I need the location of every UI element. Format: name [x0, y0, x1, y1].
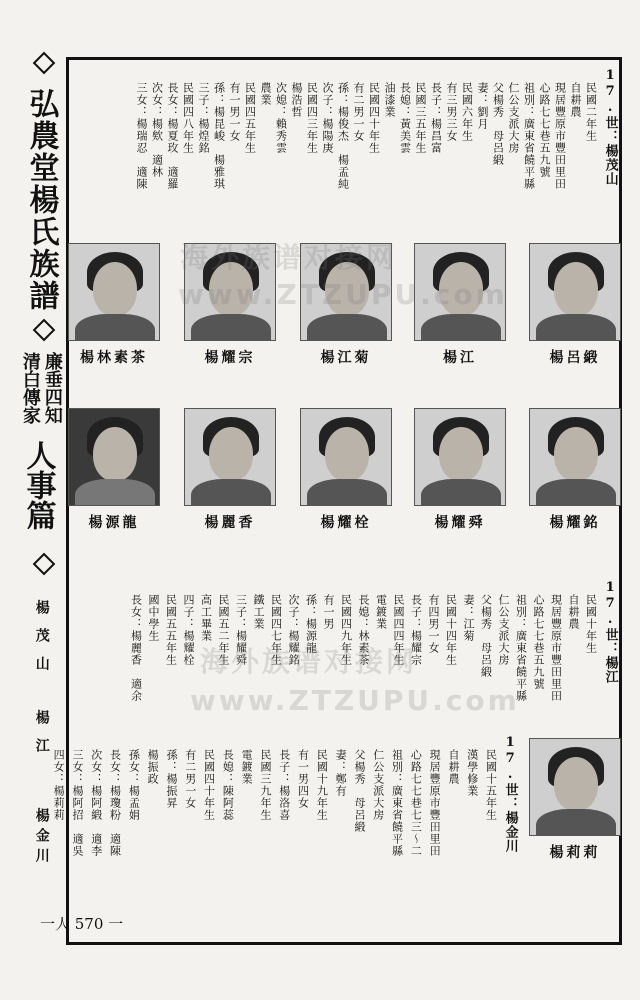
portrait-body — [536, 314, 616, 341]
entry-line: 三子：楊耀舜 — [234, 594, 248, 666]
index-name-3: 楊金川 — [33, 808, 50, 868]
portrait-photo — [529, 243, 621, 341]
entry-line: 國中學生 — [147, 594, 161, 642]
watermark-text: 海外族谱对接网 — [180, 241, 398, 274]
entry-line: 心路七七巷五九號 — [532, 594, 546, 690]
entry-line: 次子：楊陽庚 — [321, 82, 335, 154]
entry-line: 民國十四年生 — [444, 594, 458, 666]
entry-line: 民國四五年生 — [243, 82, 257, 154]
entry-line: 孫：楊振昇 — [164, 749, 178, 809]
portrait-photo — [184, 408, 276, 506]
entry-line: 長媳：黃美雲 — [398, 82, 412, 154]
entry-line: 有二男一女 — [183, 749, 197, 809]
entry-line: 漢學修業 — [465, 749, 479, 797]
entry-line: 孫：楊俊杰 楊孟純 — [336, 82, 350, 190]
entry-line: 民國十年生 — [584, 594, 598, 654]
entry-line: 民國二年生 — [584, 82, 598, 142]
portrait-head — [325, 427, 369, 481]
portrait-caption: 楊源龍 — [88, 515, 140, 531]
portrait-caption: 楊莉莉 — [549, 845, 601, 861]
entry-line: 心路七七巷五九號 — [538, 82, 552, 178]
entry-line: 民國六年生 — [460, 82, 474, 142]
portrait-photo — [529, 738, 621, 836]
portrait-photo — [414, 408, 506, 506]
entry-line: 祖別：廣東省饒平縣 — [390, 749, 404, 857]
entry-line: 孫女：楊孟娟 — [127, 749, 141, 821]
entry-line: 妻：江菊 — [462, 594, 476, 642]
portrait-caption: 楊林素茶 — [80, 350, 148, 366]
portrait-head — [439, 427, 483, 481]
portrait-caption: 楊麗香 — [204, 515, 256, 531]
section-title: 人事篇 — [20, 440, 56, 530]
entry-line: 有一男 — [322, 594, 336, 630]
entry-line: 長媳：林素茶 — [357, 594, 371, 666]
entry-line: 仁公支派大房 — [497, 594, 511, 666]
entry-line: 民國五二年生 — [217, 594, 231, 666]
ornament-diamond — [33, 319, 56, 342]
portrait-head — [93, 427, 137, 481]
entry-line: 電鍍業 — [374, 594, 388, 630]
entry-line: 民國五五年生 — [164, 594, 178, 666]
portrait-caption: 楊耀銘 — [549, 515, 601, 531]
portrait-body — [75, 314, 155, 341]
portrait-caption: 楊耀栓 — [320, 515, 372, 531]
entry-line: 長子：楊昌富 — [429, 82, 443, 154]
entry-line: 孫：楊昆峻 楊雅琪 — [212, 82, 226, 190]
portrait-caption: 楊呂緞 — [549, 350, 601, 366]
watermark-text: 海外族谱对接网 — [200, 645, 418, 678]
entry-line: 四子：楊耀栓 — [182, 594, 196, 666]
entry-line: 民國四十年生 — [367, 82, 381, 154]
entry-line: 次媳：賴秀雲 — [274, 82, 288, 154]
portrait-body — [191, 479, 271, 506]
page-number: 一人 570 一 — [40, 915, 124, 933]
entry-line: 現居豐原市豐田里田 — [553, 82, 567, 190]
entry-line: 油漆業 — [383, 82, 397, 118]
index-name-1: 楊茂山 — [33, 600, 50, 684]
entry-line: 長女：楊夏玫 適羅 — [166, 82, 180, 190]
entry-line: 有三男三女 — [445, 82, 459, 142]
entry-line: 長女：楊麗香 適余 — [129, 594, 143, 702]
entry-line: 心路七七巷七三～二 — [409, 749, 423, 857]
entry-line: 民國十九年生 — [315, 749, 329, 821]
portrait-head — [554, 757, 598, 811]
entry-line: 民國四三年生 — [305, 82, 319, 154]
entry-line: 楊振政 — [146, 749, 160, 785]
watermark-url: www.ZTZUPU.com — [190, 684, 520, 717]
portrait-photo — [68, 408, 160, 506]
entry-line: 民國十五年生 — [484, 749, 498, 821]
ornament-diamond — [33, 52, 56, 75]
index-name-2: 楊江 — [33, 710, 50, 766]
entry-line: 現居豐原市豐田里田 — [549, 594, 563, 702]
portrait-photo — [529, 408, 621, 506]
portrait-body — [536, 809, 616, 836]
entry-line: 自耕農 — [446, 749, 460, 785]
entry-line: 民國四七年生 — [269, 594, 283, 666]
entry-line: 鐵工業 — [252, 594, 266, 630]
generation-heading: 17.世：楊江 — [602, 580, 618, 684]
motto-b: 清白傳家 — [19, 352, 41, 424]
entry-line: 農業 — [259, 82, 273, 106]
portrait-body — [307, 314, 387, 341]
generation-heading: 17.世：楊茂山 — [602, 68, 618, 186]
portrait-photo — [300, 408, 392, 506]
entry-line: 父楊秀 母呂緞 — [479, 594, 493, 678]
entry-line: 長媳：陳阿蕊 — [221, 749, 235, 821]
entry-line: 次女：楊欸 適林 — [150, 82, 164, 178]
entry-line: 有一男四女 — [296, 749, 310, 809]
portrait-caption: 楊耀宗 — [204, 350, 256, 366]
entry-line: 三女：楊阿招 適吳 — [70, 749, 84, 857]
entry-line: 長女：楊瓊粉 適陳 — [108, 749, 122, 857]
portrait-caption: 楊江菊 — [320, 350, 372, 366]
portrait-body — [75, 479, 155, 506]
watermark-url: www.ZTZUPU.com — [178, 278, 508, 311]
entry-line: 楊浩哲 — [290, 82, 304, 118]
entry-line: 妻：鄭有 — [334, 749, 348, 797]
portrait-head — [554, 262, 598, 316]
entry-line: 孫：楊源龍 — [304, 594, 318, 654]
entry-line: 自耕農 — [567, 594, 581, 630]
portrait-body — [421, 314, 501, 341]
entry-line: 父楊秀 母呂緞 — [352, 749, 366, 833]
entry-line: 三子：楊煌銘 — [197, 82, 211, 154]
portrait-caption: 楊耀舜 — [434, 515, 486, 531]
entry-line: 四女：楊莉莉 — [52, 749, 66, 821]
portrait-body — [421, 479, 501, 506]
entry-line: 有二男一女 — [352, 82, 366, 142]
entry-line: 有一男一女 — [228, 82, 242, 142]
entry-line: 電鍍業 — [240, 749, 254, 785]
entry-line: 祖別：廣東省饒平縣 — [514, 594, 528, 702]
entry-line: 民國三五年生 — [414, 82, 428, 154]
portrait-head — [554, 427, 598, 481]
entry-line: 自耕農 — [569, 82, 583, 118]
motto-a: 廉垂四知 — [41, 352, 63, 424]
generation-heading: 17.世：楊金川 — [502, 735, 518, 853]
book-title: 弘農堂楊氏族譜 — [23, 88, 59, 312]
portrait-head — [209, 427, 253, 481]
entry-line: 父楊秀 母呂緞 — [491, 82, 505, 166]
entry-line: 仁公支派大房 — [371, 749, 385, 821]
portrait-head — [93, 262, 137, 316]
entry-line: 有四男一女 — [427, 594, 441, 654]
ornament-diamond — [33, 553, 56, 576]
entry-line: 高工畢業 — [199, 594, 213, 642]
entry-line: 民國三九年生 — [258, 749, 272, 821]
entry-line: 民國四八年生 — [181, 82, 195, 154]
portrait-body — [307, 479, 387, 506]
entry-line: 祖別：廣東省饒平縣 — [522, 82, 536, 190]
portrait-caption: 楊江 — [443, 350, 477, 366]
entry-line: 長子：楊耀宗 — [409, 594, 423, 666]
entry-line: 民國四十年生 — [202, 749, 216, 821]
entry-line: 次女：楊阿緞 適李 — [89, 749, 103, 857]
portrait-body — [191, 314, 271, 341]
portrait-body — [536, 479, 616, 506]
entry-line: 三女：楊瑞忍 適陳 — [135, 82, 149, 190]
entry-line: 民國四四年生 — [392, 594, 406, 666]
portrait-photo — [68, 243, 160, 341]
entry-line: 妻：劉月 — [476, 82, 490, 130]
entry-line: 次子：楊耀銘 — [287, 594, 301, 666]
entry-line: 長子：楊洛喜 — [277, 749, 291, 821]
entry-line: 仁公支派大房 — [507, 82, 521, 154]
entry-line: 現居豐原市豐田里田 — [428, 749, 442, 857]
entry-line: 民國四九年生 — [339, 594, 353, 666]
